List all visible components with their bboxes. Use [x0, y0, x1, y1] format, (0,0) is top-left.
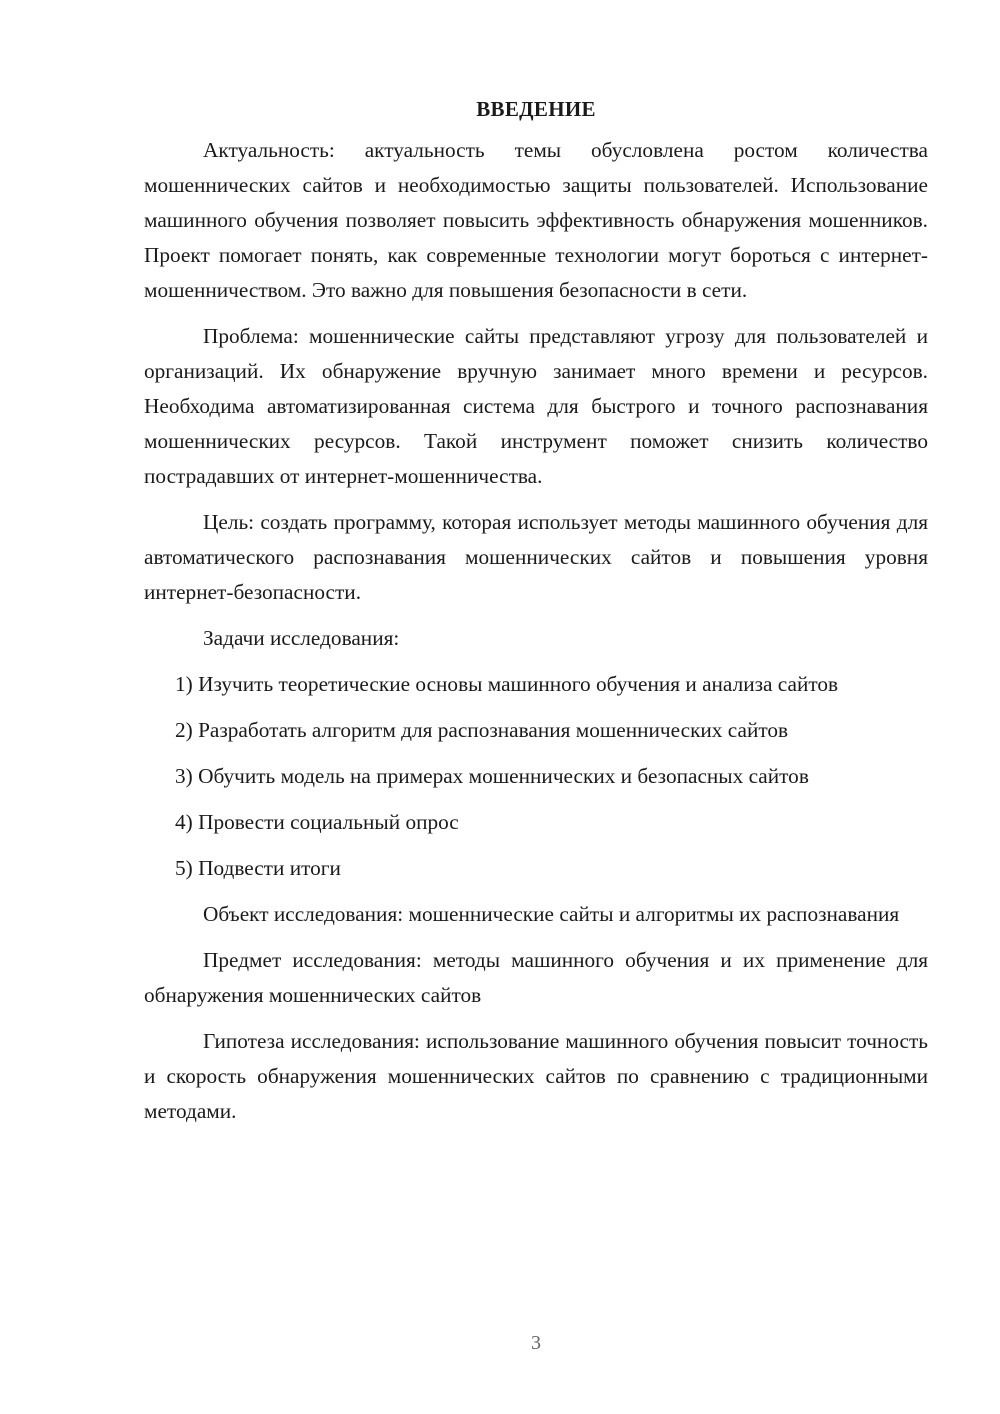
task-item: 1) Изучить теоретические основы машинного обучения и анализа сайтов — [175, 672, 839, 696]
task-item: 4) Провести социальный опрос — [175, 810, 459, 834]
relevance-paragraph: Актуальность: актуальность темы обусловлена ростом количества мошеннических сайтов и необходимостью защиты пользователей. Использование машинного обучения позволяет повысить эффективность обнаружения мошенников. Проект помогает понять, как современные технологии могут бороться с интернет-мошенничеством. Это важно для повышения безопасности в сети. — [144, 138, 928, 302]
task-item: 2) Разработать алгоритм для распознавания мошеннических сайтов — [175, 718, 789, 742]
page-number: 3 — [531, 1332, 541, 1354]
tasks-heading: Задачи исследования: — [203, 626, 400, 650]
hypothesis-paragraph: Гипотеза исследования: использование машинного обучения повысит точность и скорость обнаружения мошеннических сайтов по сравнению с традиционными методами. — [144, 1029, 928, 1123]
document-page — [144, 92, 928, 1129]
task-item: 3) Обучить модель на примерах мошеннических и безопасных сайтов — [175, 764, 809, 788]
section-title: ВВЕДЕНИЕ — [476, 97, 596, 121]
tasks-list — [144, 667, 928, 886]
object-paragraph: Объект исследования: мошеннические сайты и алгоритмы их распознавания — [203, 902, 900, 926]
problem-paragraph: Проблема: мошеннические сайты представляют угрозу для пользователей и организаций. Их обнаружение вручную занимает много времени и ресурсов. Необходима автоматизированная система для быстрого и точного распознавания мошеннических ресурсов. Такой инструмент поможет снизить количество пострадавших от интернет-мошенничества. — [144, 324, 928, 488]
subject-paragraph: Предмет исследования: методы машинного обучения и их применение для обнаружения мошеннических сайтов — [144, 948, 928, 1007]
task-item: 5) Подвести итоги — [175, 856, 341, 880]
goal-paragraph: Цель: создать программу, которая использует методы машинного обучения для автоматического распознавания мошеннических сайтов и повышения уровня интернет-безопасности. — [144, 510, 928, 604]
